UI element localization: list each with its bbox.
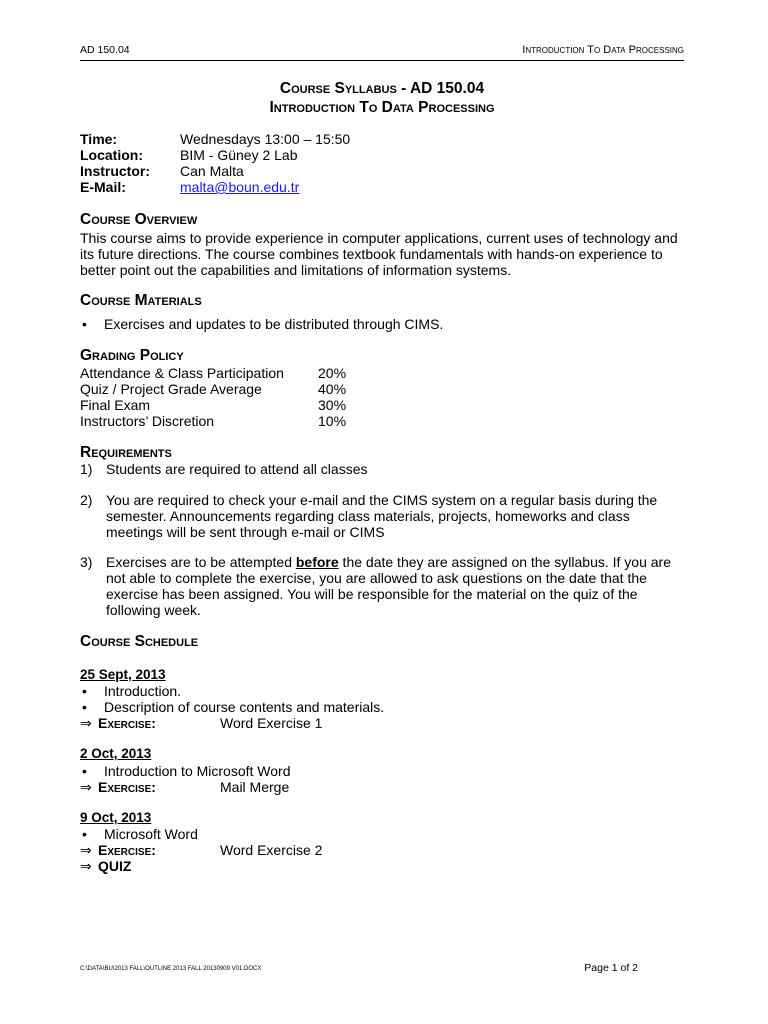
grading-row — [80, 397, 346, 413]
requirement-text-pre: Exercises are to be attempted — [106, 554, 296, 570]
requirement-number: 3) — [80, 554, 93, 570]
schedule-item-text: Description of course contents and materials. — [104, 699, 385, 715]
time-label: Time: — [80, 131, 118, 147]
requirement-item — [80, 461, 690, 477]
instructor-label: Instructor: — [80, 163, 150, 179]
schedule-date: 25 Sept, 2013 — [80, 667, 166, 682]
exercise-value: Word Exercise 1 — [220, 715, 323, 731]
requirement-item — [80, 554, 690, 618]
bullet-icon: • — [82, 316, 87, 332]
grading-item-pct: 20% — [318, 365, 347, 381]
requirement-number: 1) — [80, 461, 93, 477]
info-row-time — [80, 131, 350, 147]
exercise-value: Word Exercise 2 — [220, 842, 323, 858]
schedule-item-text: Introduction. — [104, 683, 182, 699]
schedule-date: 9 Oct, 2013 — [80, 810, 152, 825]
course-info — [80, 131, 350, 195]
exercise-label: Exercise: — [98, 779, 156, 795]
quiz-label: QUIZ — [98, 858, 132, 874]
bullet-icon: • — [82, 826, 87, 842]
exercise-label: Exercise: — [98, 842, 156, 858]
requirement-text-post: the date they are assigned on the syllabus. If you are not able to complete the exercise, you are allowed to ask questions on the date that the exercise has been assigned. You will be responsible for the material on the quiz of the following week. — [106, 554, 671, 618]
email-label: E-Mail: — [80, 179, 126, 195]
exercise-label: Exercise: — [98, 715, 156, 731]
requirements-heading: Requirements — [80, 444, 172, 461]
time-value: Wednesdays 13:00 – 15:50 — [180, 131, 351, 147]
title-line-1: Course Syllabus - AD 150.04 — [279, 80, 485, 97]
overview-heading: Course Overview — [80, 211, 198, 228]
requirement-text — [106, 554, 690, 618]
materials-item-text: Exercises and updates to be distributed through CIMS. — [104, 316, 444, 332]
grading-row — [80, 381, 346, 397]
header-divider — [80, 60, 684, 61]
requirement-text: You are required to check your e-mail and the CIMS system on a regular basis during the semester. Announcements regarding class materials, projects, homeworks and class meetings will be sent through e-mail or CIMS — [106, 492, 658, 540]
requirement-emphasis: before — [295, 554, 339, 570]
bullet-icon: • — [82, 683, 87, 699]
grading-item-pct: 40% — [318, 381, 347, 397]
overview-text: This course aims to provide experience in computer applications, current uses of technology and its future directions. The course combines textbook fundamentals with hands-on experience to better point out the capabilities and limitations of information systems. — [80, 230, 678, 278]
grading-item-name: Instructors’ Discretion — [80, 413, 215, 429]
schedule-item-text: Introduction to Microsoft Word — [104, 763, 291, 779]
location-value: BIM - Güney 2 Lab — [180, 147, 298, 163]
arrow-right-icon: ⇒ — [80, 858, 92, 874]
grading-row — [80, 413, 346, 429]
page-number: Page 1 of 2 — [584, 962, 638, 974]
header-course-code: AD 150.04 — [80, 44, 130, 56]
bullet-icon: • — [82, 699, 87, 715]
grading-item-pct: 10% — [318, 413, 347, 429]
title-line-2: Introduction To Data Processing — [269, 99, 495, 116]
arrow-right-icon: ⇒ — [80, 715, 92, 731]
grading-item-name: Quiz / Project Grade Average — [80, 381, 262, 397]
grading-heading: Grading Policy — [80, 347, 184, 364]
grading-item-name: Final Exam — [80, 397, 151, 413]
bullet-icon: • — [82, 763, 87, 779]
requirement-number: 2) — [80, 492, 93, 508]
grading-item-pct: 30% — [318, 397, 347, 413]
requirement-item — [80, 492, 690, 540]
exercise-value: Mail Merge — [220, 779, 290, 795]
info-row-email — [80, 179, 350, 195]
page-header — [80, 44, 684, 58]
requirement-text: Students are required to attend all classes — [106, 461, 368, 477]
document-title — [80, 79, 684, 117]
header-course-title: Introduction To Data Processing — [522, 44, 684, 56]
grading-item-name: Attendance & Class Participation — [80, 365, 284, 381]
location-label: Location: — [80, 147, 143, 163]
materials-heading: Course Materials — [80, 292, 202, 309]
arrow-right-icon: ⇒ — [80, 842, 92, 858]
email-link[interactable]: malta@boun.edu.tr — [180, 179, 300, 195]
schedule-heading: Course Schedule — [80, 633, 199, 650]
grading-row — [80, 365, 346, 381]
info-row-instructor — [80, 163, 350, 179]
info-row-location — [80, 147, 350, 163]
arrow-right-icon: ⇒ — [80, 779, 92, 795]
schedule-item-text: Microsoft Word — [104, 826, 198, 842]
schedule-date: 2 Oct, 2013 — [80, 746, 152, 761]
grading-table — [80, 365, 346, 429]
footer-file-path: C:\DATA\BU\2013 FALL\OUTLINE 2013 FALL 20130909 V01.DOCX — [80, 966, 262, 972]
instructor-value: Can Malta — [180, 163, 244, 179]
